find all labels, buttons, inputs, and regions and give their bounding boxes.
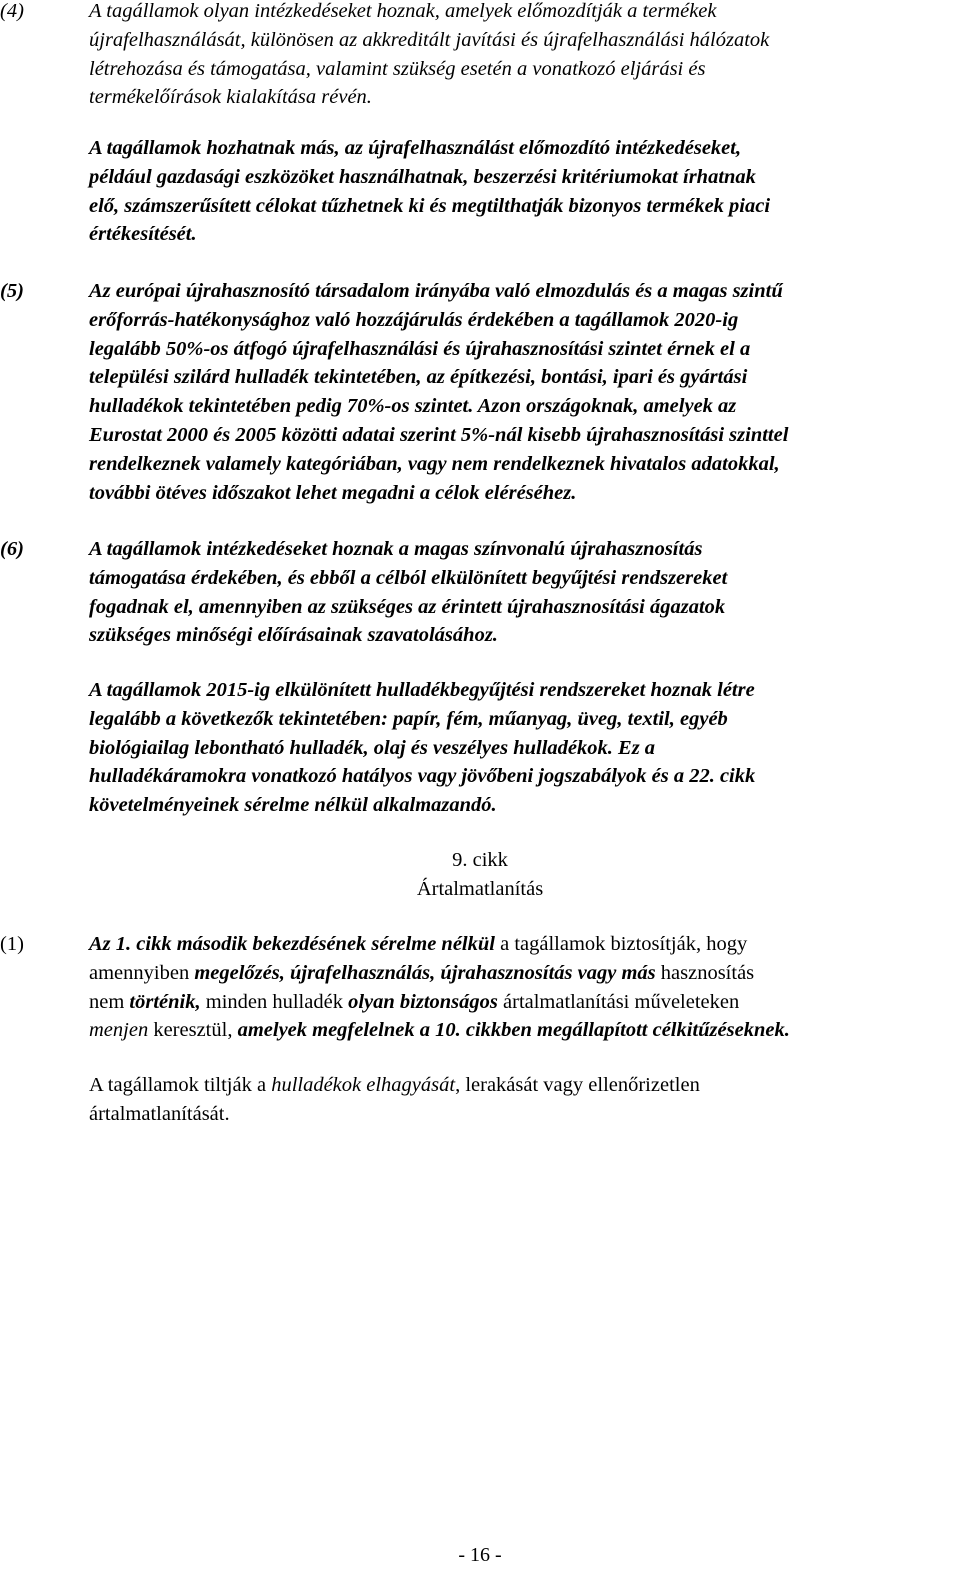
amended-text: amelyek megfelelnek a 10. cikkben megállapított célkitűzéseknek. [237, 1019, 790, 1042]
paragraph-body [89, 676, 958, 820]
paragraph-line: termékelőírások kialakítása révén. [89, 86, 372, 109]
article-title: Ártalmatlanítás [416, 878, 544, 900]
paragraph-line [89, 988, 958, 1017]
paragraph-6-subparagraph [0, 676, 958, 820]
original-text: hasznosítás [655, 961, 755, 984]
paragraph-line [89, 1016, 958, 1045]
paragraph-line: például gazdasági eszközöket használhatnak, beszerzési kritériumokat írhatnak [89, 165, 756, 188]
original-text: amennyiben [89, 961, 195, 984]
article-number: 9. cikk [452, 849, 508, 871]
paragraph-line: támogatása érdekében, és ebből a célból elkülönített begyűjtési rendszereket [89, 566, 728, 589]
paragraph-line: elő, számszerűsített célokat tűzhetnek ki és megtilthatják bizonyos termékek piaci [89, 194, 771, 217]
paragraph-4 [0, 0, 958, 112]
paragraph-line: újrafelhasználását, különösen az akkreditált javítási és újrafelhasználási hálózatok [89, 28, 770, 51]
paragraph-line: szükséges minőségi előírásainak szavatolásához. [89, 624, 498, 647]
paragraph-line: értékesítését. [89, 223, 197, 246]
paragraph-line: Az európai újrahasznosító társadalom irányába való elmozdulás és a magas szintű [89, 280, 783, 302]
italic-text: menjen [89, 1019, 149, 1042]
paragraph-number: (1) [0, 933, 24, 955]
paragraph-line: biológiailag lebontható hulladék, olaj és veszélyes hulladékok. Ez a [89, 736, 656, 759]
paragraph-6 [0, 535, 958, 650]
paragraph-line: A tagállamok 2015-ig elkülönített hulladékbegyűjtési rendszereket hoznak létre [89, 679, 755, 701]
paragraph-line [89, 959, 958, 988]
paragraph-line: erőforrás-hatékonysághoz való hozzájárulás érdekében a tagállamok 2020-ig [89, 308, 739, 331]
paragraph-line: A tagállamok olyan intézkedéseket hoznak, amelyek előmozdítják a termékek [89, 0, 717, 22]
page-number: - 16 - [458, 1544, 502, 1566]
paragraph-line: Eurostat 2000 és 2005 közötti adatai szerint 5%-nál kisebb újrahasznosítási szinttel [89, 423, 789, 446]
paragraph-line: további ötéves időszakot lehet megadni a célok eléréséhez. [89, 481, 577, 504]
paragraph-5 [0, 277, 958, 507]
paragraph-body [89, 1071, 958, 1129]
original-text: minden hulladék [200, 990, 349, 1013]
original-text: A tagállamok tiltják a [89, 1074, 272, 1096]
original-text: keresztül, [148, 1019, 238, 1042]
original-text: a tagállamok biztosítják, hogy [494, 933, 748, 955]
paragraph-number: (4) [0, 0, 24, 22]
paragraph-line [89, 1071, 958, 1100]
paragraph-line: követelményeinek sérelme nélkül alkalmazandó. [89, 794, 497, 817]
amended-text: Az 1. cikk második bekezdésének sérelme nélkül [89, 933, 495, 955]
paragraph-line: hulladékáramokra vonatkozó hatályos vagy jövőbeni jogszabályok és a 22. cikk [89, 765, 756, 788]
paragraph-line: fogadnak el, amennyiben az szükséges az érintett újrahasznosítási ágazatok [89, 595, 726, 618]
paragraph-line: települési szilárd hulladék tekintetében, az építkezési, bontási, ipari és gyártási [89, 366, 748, 389]
amended-text: olyan biztonságos [348, 990, 498, 1013]
original-text: nem [89, 990, 130, 1013]
paragraph-line: A tagállamok intézkedéseket hoznak a magas színvonalú újrahasznosítás [89, 538, 703, 560]
paragraph-body [89, 0, 958, 112]
original-text: , lerakását vagy ellenőrizetlen [455, 1074, 700, 1096]
paragraph-line [89, 930, 958, 959]
paragraph-body [89, 535, 958, 650]
article-paragraph-1 [0, 930, 958, 1045]
paragraph-4-subparagraph [0, 134, 958, 249]
paragraph-line: létrehozása és támogatása, valamint szükség esetén a vonatkozó eljárási és [89, 57, 706, 80]
paragraph-line: legalább 50%-os átfogó újrafelhasználási és újrahasznosítási szintet érnek el a [89, 337, 751, 360]
paragraph-line: legalább a következők tekintetében: papír, fém, műanyag, üveg, textil, egyéb [89, 707, 728, 730]
original-text: ártalmatlanítási műveleteken [497, 990, 740, 1013]
article-paragraph-1-subparagraph [0, 1071, 958, 1129]
paragraph-line: hulladékok tekintetében pedig 70%-os szintet. Azon országoknak, amelyek az [89, 395, 737, 418]
paragraph-line: A tagállamok hozhatnak más, az újrafelhasználást előmozdító intézkedéseket, [89, 137, 742, 159]
paragraph-body [89, 277, 958, 507]
paragraph-number: (5) [0, 280, 24, 302]
paragraph-body [89, 930, 958, 1045]
amended-text: megelőzés, újrafelhasználás, újrahasznosítás vagy más [194, 961, 656, 984]
paragraph-number: (6) [0, 538, 24, 560]
paragraph-line: rendelkeznek valamely kategóriában, vagy nem rendelkeznek hivatalos adatokkal, [89, 452, 780, 475]
paragraph-line: ártalmatlanítását. [89, 1102, 230, 1125]
amended-text: történik, [129, 990, 201, 1013]
paragraph-body [89, 134, 958, 249]
italic-text: hulladékok elhagyását [271, 1074, 456, 1096]
